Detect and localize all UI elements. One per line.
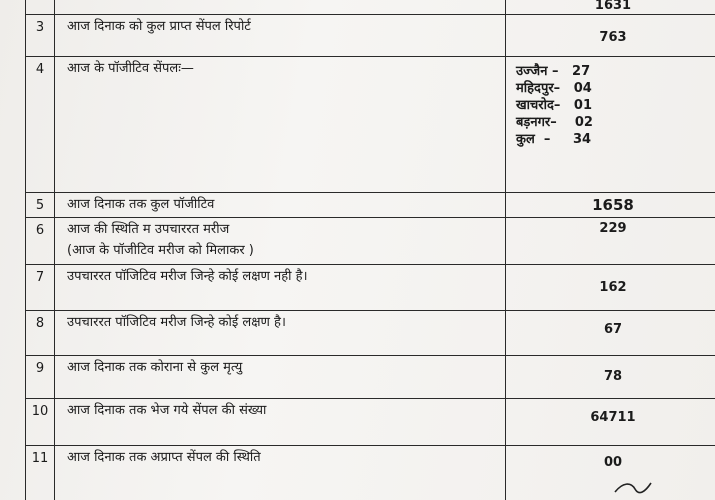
table-row: [26, 399, 715, 446]
row-value: 229: [506, 218, 715, 265]
serial-number: 5: [26, 193, 55, 218]
table-row: [26, 57, 715, 193]
row-description: आज की स्थिति म उपचाररत मरीज (आज के पॉजीटिव मरीज को मिलाकर ): [55, 218, 506, 265]
row-description: आज के पॉजीटिव सेंपलः—: [55, 57, 506, 193]
row-description: उपचाररत पॉजिटिव मरीज जिन्हे कोई लक्षण नही है।: [55, 265, 506, 311]
row-description: आज दिनाक तक कुल पॉजीटिव: [55, 193, 506, 218]
row-value: 00: [506, 446, 715, 500]
list-item: खाचरोद – 01: [516, 98, 593, 113]
serial-number: [26, 0, 55, 15]
covid-report-table: [25, 0, 715, 500]
row-value: 1631: [506, 0, 715, 15]
list-item: महिदपुर – 04: [516, 81, 592, 96]
list-item: उज्जैन – 27: [516, 64, 591, 79]
row-value: 64711: [506, 399, 715, 446]
table-row: [26, 446, 715, 500]
list-item: कुल – 34: [516, 132, 592, 147]
row-description: आज दिनाक तक कोराना से कुल मृत्यु: [55, 356, 506, 399]
table-row: [26, 193, 715, 218]
row-description: [55, 0, 506, 15]
serial-number: 10: [26, 399, 55, 446]
table-row: [26, 311, 715, 356]
table-row: [26, 265, 715, 311]
serial-number: 6: [26, 218, 55, 265]
table-row: [26, 0, 715, 15]
row-value: 1658: [506, 193, 715, 218]
table-row: [26, 356, 715, 399]
list-item: बड़नगर – 02: [516, 115, 593, 130]
district-positive-list: [506, 57, 715, 193]
table-row: [26, 218, 715, 265]
serial-number: 3: [26, 15, 55, 57]
row-description: आज दिनाक तक भेज गये सेंपल की संख्या: [55, 399, 506, 446]
row-value: 162: [506, 265, 715, 311]
serial-number: 7: [26, 265, 55, 311]
row-value: 78: [506, 356, 715, 399]
row-description: आज दिनाक तक अप्राप्त सेंपल की स्थिति: [55, 446, 506, 500]
serial-number: 4: [26, 57, 55, 193]
row-value: 67: [506, 311, 715, 356]
table-row: [26, 15, 715, 57]
serial-number: 11: [26, 446, 55, 500]
serial-number: 9: [26, 356, 55, 399]
row-description: उपचाररत पॉजिटिव मरीज जिन्हे कोई लक्षण है।: [55, 311, 506, 356]
signature-mark: [613, 480, 653, 494]
row-description: आज दिनाक को कुल प्राप्त सेंपल रिपोर्ट: [55, 15, 506, 57]
row-value: 763: [506, 15, 715, 57]
serial-number: 8: [26, 311, 55, 356]
